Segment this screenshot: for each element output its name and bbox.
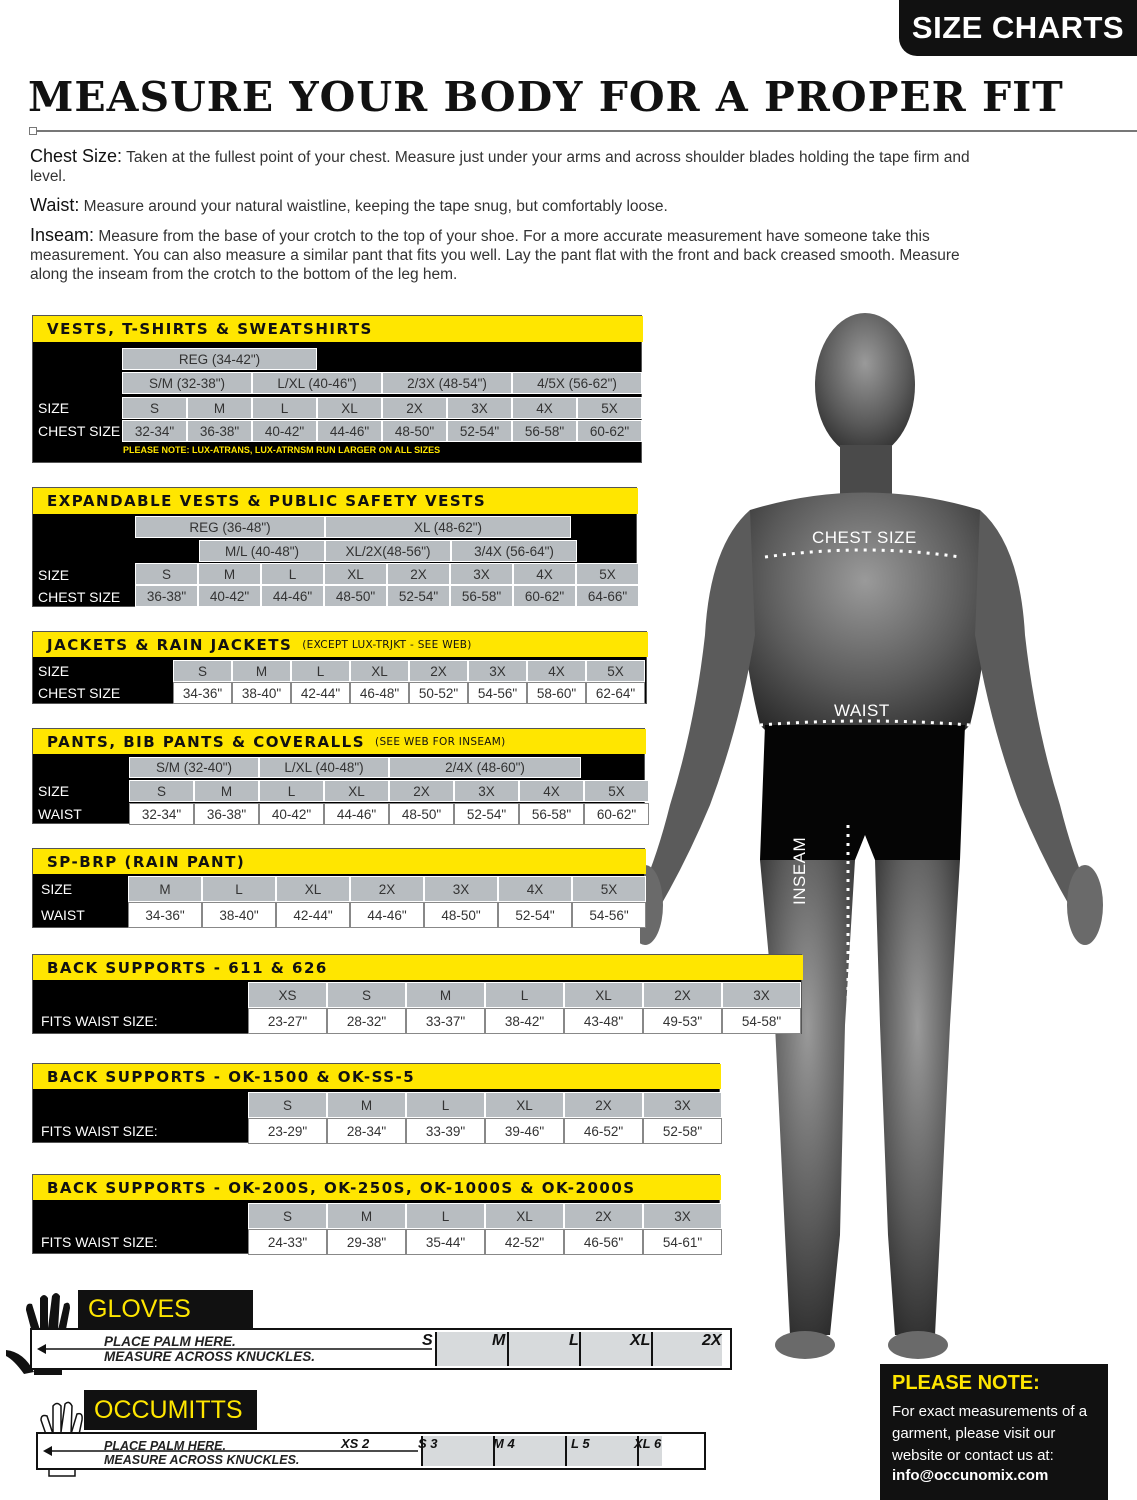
measurement-cell: 23-29" <box>248 1118 327 1144</box>
range-cell: L/XL (40-48") <box>259 757 389 778</box>
size-cell: L <box>291 660 350 682</box>
measurement-instructions <box>30 147 980 294</box>
size-cell: 2X <box>409 660 468 682</box>
measurement-cell: 42-52" <box>485 1229 564 1255</box>
measurement-cell: 60-62" <box>577 420 642 442</box>
size-cell: XL <box>485 1092 564 1118</box>
expandable-vests-title: EXPANDABLE VESTS & PUBLIC SAFETY VESTS <box>33 488 638 514</box>
measurement-cell: 54-58" <box>722 1008 801 1034</box>
measurement-cell: 38-42" <box>485 1008 564 1034</box>
measurement-cell: 36-38" <box>187 420 252 442</box>
glove-instruction-1: PLACE PALM HERE. <box>104 1334 236 1349</box>
measurement-cell: 33-37" <box>406 1008 485 1034</box>
size-cell: XL <box>324 563 387 585</box>
measurement-cell: 32-34" <box>129 803 194 825</box>
measurement-cell: 60-62" <box>584 803 649 825</box>
size-cell: 5X <box>572 876 646 902</box>
page-title: MEASURE YOUR BODY FOR A PROPER FIT <box>28 73 1064 121</box>
measurement-cell: 44-46" <box>261 585 324 607</box>
glove-size: XL <box>630 1332 651 1349</box>
measurement-cell: 23-27" <box>248 1008 327 1034</box>
waist-instruction: Waist: Measure around your natural waistline, keeping the tape snug, but comfortably loose. <box>30 195 668 215</box>
measurement-cell: 42-44" <box>276 902 350 928</box>
back-supports-ok200s-table <box>32 1174 720 1254</box>
size-cell: XL <box>276 876 350 902</box>
range-cell: S/M (32-40") <box>129 757 259 778</box>
size-cell: M <box>128 876 202 902</box>
measurement-cell: 62-64" <box>586 682 645 704</box>
occumitts-title: OCCUMITTS <box>84 1390 257 1430</box>
mitt-size: XL 6 <box>634 1436 662 1451</box>
measurement-cell: 52-58" <box>643 1118 722 1144</box>
glove-instruction-2: MEASURE ACROSS KNUCKLES. <box>104 1349 316 1364</box>
waist-row-label: WAIST <box>41 907 85 923</box>
size-cell: XL <box>350 660 409 682</box>
size-row-label: SIZE <box>38 663 70 679</box>
measurement-cell: 40-42" <box>198 585 261 607</box>
size-cell: 4X <box>512 397 577 419</box>
size-cell: L <box>259 780 324 802</box>
measurement-cell: 44-46" <box>324 803 389 825</box>
size-cell: M <box>187 397 252 419</box>
measurement-cell: 48-50" <box>382 420 447 442</box>
size-cell: 2X <box>564 1203 643 1229</box>
size-cell: S <box>327 982 406 1008</box>
size-cell: 4X <box>498 876 572 902</box>
range-cell: S/M (32-38") <box>122 372 252 394</box>
mitt-instruction-1: PLACE PALM HERE. <box>104 1439 226 1453</box>
measurement-cell: 48-50" <box>324 585 387 607</box>
size-cell: S <box>122 397 187 419</box>
size-cell: M <box>198 563 261 585</box>
glove-size: M <box>492 1332 506 1349</box>
measurement-cell: 44-46" <box>317 420 382 442</box>
back-supports-611-title: BACK SUPPORTS - 611 & 626 <box>33 955 803 980</box>
size-cell: S <box>173 660 232 682</box>
measurement-cell: 58-60" <box>527 682 586 704</box>
fit-note: PLEASE NOTE: LUX-ATRANS, LUX-ATRNSM RUN LARGER ON ALL SIZES <box>123 445 441 455</box>
rain-pant-table <box>32 848 645 928</box>
measurement-cell: 43-48" <box>564 1008 643 1034</box>
size-cell: M <box>327 1203 406 1229</box>
size-cell: L <box>252 397 317 419</box>
measurement-cell: 54-56" <box>468 682 527 704</box>
measurement-cell: 29-38" <box>327 1229 406 1255</box>
size-cell: 3X <box>722 982 801 1008</box>
measurement-cell: 35-44" <box>406 1229 485 1255</box>
measurement-cell: 56-58" <box>512 420 577 442</box>
measurement-cell: 52-54" <box>454 803 519 825</box>
measurement-cell: 28-32" <box>327 1008 406 1034</box>
size-cell: L <box>261 563 324 585</box>
measurement-cell: 46-48" <box>350 682 409 704</box>
size-cell: S <box>135 563 198 585</box>
pants-title: PANTS, BIB PANTS & COVERALLS (SEE WEB FOR INSEAM) <box>33 729 646 754</box>
measurement-cell: 56-58" <box>450 585 513 607</box>
measurement-cell: 54-56" <box>572 902 646 928</box>
back-supports-611-table <box>32 954 802 1034</box>
mitt-size: XS 2 <box>341 1436 370 1451</box>
chest-row-label: CHEST SIZE <box>38 423 121 439</box>
please-note-box <box>880 1364 1108 1500</box>
measurement-cell: 50-52" <box>409 682 468 704</box>
jackets-title: JACKETS & RAIN JACKETS (EXCEPT LUX-TRJKT - SEE WEB) <box>33 632 648 657</box>
size-cell: S <box>248 1092 327 1118</box>
measurement-cell: 44-46" <box>350 902 424 928</box>
measurement-cell: 52-54" <box>387 585 450 607</box>
glove-size: 2X <box>702 1332 722 1349</box>
range-cell: 4/5X (56-62") <box>512 372 642 394</box>
range-cell: 2/3X (48-54") <box>382 372 512 394</box>
measurement-cell: 49-53" <box>643 1008 722 1034</box>
vests-tshirts-table <box>32 315 642 463</box>
chest-row-label: CHEST SIZE <box>38 589 121 605</box>
rain-pant-title: SP-BRP (RAIN PANT) <box>33 849 646 874</box>
size-cell: 2X <box>387 563 450 585</box>
mitt-size: L 5 <box>571 1436 590 1451</box>
contact-email[interactable]: info@occunomix.com <box>892 1467 1049 1484</box>
measurement-cell: 52-54" <box>447 420 512 442</box>
vests-tshirts-title: VESTS, T-SHIRTS & SWEATSHIRTS <box>33 316 643 342</box>
please-note-body: For exact measurements of a garment, please visit our website or contact us at: <box>892 1403 1088 1464</box>
measurement-cell: 46-56" <box>564 1229 643 1255</box>
size-row-label: SIZE <box>38 400 70 416</box>
measurement-cell: 46-52" <box>564 1118 643 1144</box>
size-cell: M <box>194 780 259 802</box>
inseam-instruction: Inseam: Measure from the base of your crotch to the top of your shoe. For a more accurate measurement have someone take this measurement. You can also measure a similar pant that fits you well. Lay the pant flat with the front and back creased smooth. Measure along the inseam from the crotch to the bottom of the leg hem. <box>30 225 960 283</box>
measurement-cell: 38-40" <box>232 682 291 704</box>
measurement-cell: 38-40" <box>202 902 276 928</box>
back-supports-ok1500-table <box>32 1063 720 1143</box>
size-row-label: SIZE <box>41 881 73 897</box>
range-cell: 3/4X (56-64") <box>451 540 577 562</box>
measurement-cell: 60-62" <box>513 585 576 607</box>
size-cell: L <box>406 1092 485 1118</box>
glove-size: S <box>422 1332 433 1349</box>
waist-row-label: WAIST <box>38 806 82 822</box>
chest-size-label: CHEST SIZE <box>812 528 917 547</box>
expandable-vests-table <box>32 487 637 607</box>
size-cell: 2X <box>389 780 454 802</box>
size-cell: M <box>406 982 485 1008</box>
measurement-cell: 28-34" <box>327 1118 406 1144</box>
back-supports-ok200s-title: BACK SUPPORTS - OK-200S, OK-250S, OK-1000S & OK-2000S <box>33 1175 721 1200</box>
size-cell: 2X <box>564 1092 643 1118</box>
range-cell: XL/2X(48-56") <box>325 540 451 562</box>
size-charts-banner: SIZE CHARTS <box>899 0 1137 56</box>
range-cell: 2/4X (48-60") <box>389 757 581 778</box>
size-cell: 5X <box>584 780 649 802</box>
measurement-cell: 24-33" <box>248 1229 327 1255</box>
measurement-cell: 56-58" <box>519 803 584 825</box>
size-cell: 4X <box>519 780 584 802</box>
size-cell: XL <box>317 397 382 419</box>
size-cell: 2X <box>643 982 722 1008</box>
size-cell: XL <box>324 780 389 802</box>
chest-instruction: Chest Size: Taken at the fullest point of your chest. Measure just under your arms and across shoulder blades holding the tape firm and level. <box>30 146 970 185</box>
size-cell: 2X <box>382 397 447 419</box>
waist-label: WAIST <box>834 701 890 720</box>
size-cell: 3X <box>643 1092 722 1118</box>
size-cell: 3X <box>450 563 513 585</box>
size-cell: L <box>406 1203 485 1229</box>
measurement-cell: 40-42" <box>259 803 324 825</box>
size-cell: 3X <box>424 876 498 902</box>
measurement-cell: 64-66" <box>576 585 639 607</box>
jackets-table <box>32 631 647 704</box>
xl-group-cell: XL (48-62") <box>325 516 571 538</box>
measurement-cell: 33-39" <box>406 1118 485 1144</box>
size-cell: 3X <box>643 1203 722 1229</box>
measurement-cell: 48-50" <box>424 902 498 928</box>
size-cell: L <box>485 982 564 1008</box>
measurement-cell: 34-36" <box>173 682 232 704</box>
mitt-measure-ruler <box>36 1432 706 1470</box>
mitt-instruction-2: MEASURE ACROSS KNUCKLES. <box>104 1453 300 1467</box>
size-cell: 3X <box>454 780 519 802</box>
mitt-size: S 3 <box>418 1436 438 1451</box>
size-cell: 5X <box>576 563 639 585</box>
measurement-cell: 48-50" <box>389 803 454 825</box>
fits-waist-label: FITS WAIST SIZE: <box>41 1123 158 1139</box>
reg-group-cell: REG (36-48") <box>135 516 325 538</box>
fits-waist-label: FITS WAIST SIZE: <box>41 1234 158 1250</box>
size-cell: 4X <box>513 563 576 585</box>
measurement-cell: 42-44" <box>291 682 350 704</box>
measurement-cell: 36-38" <box>194 803 259 825</box>
glove-measure-ruler <box>30 1328 732 1370</box>
measurement-cell: 36-38" <box>135 585 198 607</box>
chest-row-label: CHEST SIZE <box>38 685 121 701</box>
measurement-cell: 54-61" <box>643 1229 722 1255</box>
measurement-cell: 39-46" <box>485 1118 564 1144</box>
measurement-cell: 32-34" <box>122 420 187 442</box>
measurement-cell: 40-42" <box>252 420 317 442</box>
size-cell: 2X <box>350 876 424 902</box>
please-note-title: PLEASE NOTE: <box>892 1372 1040 1394</box>
measurement-cell: 52-54" <box>498 902 572 928</box>
mitt-size: M 4 <box>493 1436 515 1451</box>
size-cell: 5X <box>577 397 642 419</box>
size-cell: S <box>248 1203 327 1229</box>
size-cell: M <box>327 1092 406 1118</box>
size-cell: S <box>129 780 194 802</box>
glove-size: L <box>569 1332 579 1349</box>
size-row-label: SIZE <box>38 567 70 583</box>
size-row-label: SIZE <box>38 783 70 799</box>
range-cell: M/L (40-48") <box>199 540 325 562</box>
divider <box>30 130 1137 132</box>
size-cell: 5X <box>586 660 645 682</box>
size-cell: L <box>202 876 276 902</box>
inseam-label: INSEAM <box>790 836 809 905</box>
fits-waist-label: FITS WAIST SIZE: <box>41 1013 158 1029</box>
size-cell: 3X <box>468 660 527 682</box>
gloves-title: GLOVES <box>78 1290 253 1328</box>
size-cell: M <box>232 660 291 682</box>
range-cell: L/XL (40-46") <box>252 372 382 394</box>
back-supports-ok1500-title: BACK SUPPORTS - OK-1500 & OK-SS-5 <box>33 1064 721 1089</box>
reg-group-cell: REG (34-42") <box>122 348 317 370</box>
pants-table <box>32 728 645 824</box>
size-cell: XS <box>248 982 327 1008</box>
size-cell: 4X <box>527 660 586 682</box>
size-cell: XL <box>564 982 643 1008</box>
measurement-cell: 34-36" <box>128 902 202 928</box>
size-cell: XL <box>485 1203 564 1229</box>
size-cell: 3X <box>447 397 512 419</box>
divider-marker <box>29 127 37 135</box>
